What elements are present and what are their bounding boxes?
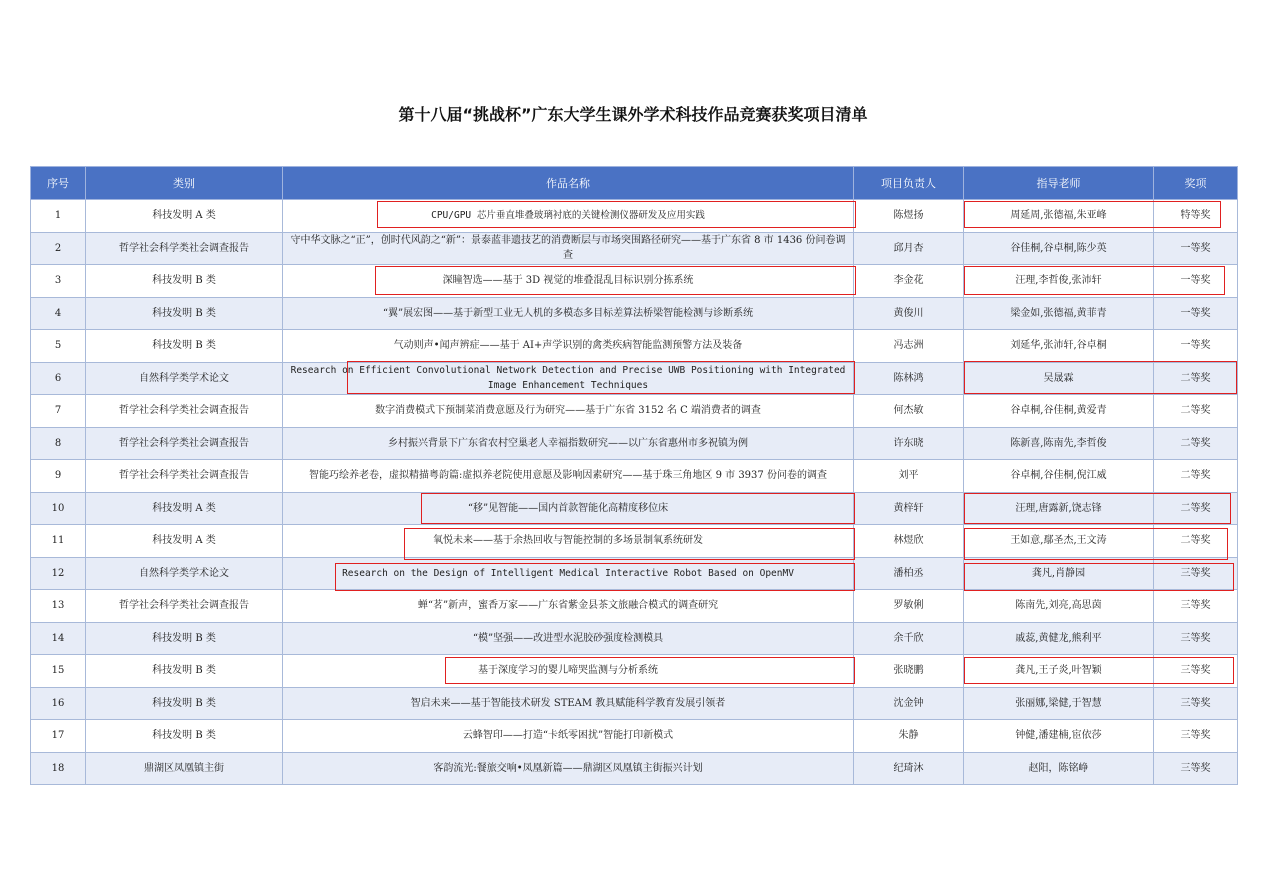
table-row [31, 297, 1238, 330]
table-row [31, 232, 1238, 265]
cell-project-lead: 潘柏丞 [854, 557, 964, 590]
cell-award: 三等奖 [1154, 590, 1238, 623]
cell-advisors: 王如意,鄢圣杰,王文涛 [964, 525, 1154, 558]
cell-work-name: 智启未来——基于智能技术研发 STEAM 教具赋能科学教育发展引领者 [283, 687, 854, 720]
cell-award: 二等奖 [1154, 492, 1238, 525]
cell-category: 科技发明 B 类 [86, 330, 283, 363]
cell-advisors: 周延周,张德福,朱亚峰 [964, 200, 1154, 233]
cell-work-name: 基于深度学习的婴儿啼哭监测与分析系统 [283, 655, 854, 688]
header-no: 序号 [31, 167, 86, 200]
cell-category: 科技发明 A 类 [86, 525, 283, 558]
cell-category: 科技发明 B 类 [86, 655, 283, 688]
cell-project-lead: 余千欣 [854, 622, 964, 655]
cell-award: 二等奖 [1154, 362, 1238, 395]
table-row [31, 362, 1238, 395]
cell-no: 10 [31, 492, 86, 525]
cell-work-name: 深瞳智选——基于 3D 视觉的堆叠混乱目标识别分拣系统 [283, 265, 854, 298]
cell-award: 二等奖 [1154, 427, 1238, 460]
cell-advisors: 谷卓桐,谷佳桐,黄爱青 [964, 395, 1154, 428]
cell-project-lead: 沈金钟 [854, 687, 964, 720]
header-advisors: 指导老师 [964, 167, 1154, 200]
cell-advisors: 梁金如,张德福,黄菲青 [964, 297, 1154, 330]
cell-no: 17 [31, 720, 86, 753]
table-row [31, 395, 1238, 428]
header-project-lead: 项目负责人 [854, 167, 964, 200]
cell-advisors: 谷佳桐,谷卓桐,陈少英 [964, 232, 1154, 265]
table-row [31, 720, 1238, 753]
table-row [31, 460, 1238, 493]
cell-category: 自然科学类学术论文 [86, 557, 283, 590]
cell-award: 三等奖 [1154, 720, 1238, 753]
table-row [31, 330, 1238, 363]
cell-no: 9 [31, 460, 86, 493]
cell-work-name: 蝉“茗”新声，蜜香万家——广东省紫金县茶文旅融合模式的调查研究 [283, 590, 854, 623]
cell-work-name: “模”坚强——改进型水泥胶砂强度检测模具 [283, 622, 854, 655]
cell-work-name: 气动则声•闻声辨症——基于 AI+声学识别的禽类疾病智能监测预警方法及装备 [283, 330, 854, 363]
cell-category: 科技发明 B 类 [86, 622, 283, 655]
cell-award: 一等奖 [1154, 232, 1238, 265]
cell-no: 2 [31, 232, 86, 265]
cell-work-name: Research on the Design of Intelligent Medical Interactive Robot Based on OpenMV [283, 557, 854, 590]
table-row [31, 525, 1238, 558]
cell-project-lead: 邱月杏 [854, 232, 964, 265]
cell-category: 哲学社会科学类社会调查报告 [86, 590, 283, 623]
cell-project-lead: 朱静 [854, 720, 964, 753]
header-work-name: 作品名称 [283, 167, 854, 200]
cell-category: 鼎湖区凤凰镇主街 [86, 752, 283, 785]
cell-no: 4 [31, 297, 86, 330]
cell-project-lead: 张晓鹏 [854, 655, 964, 688]
cell-advisors: 赵阳，陈铭峥 [964, 752, 1154, 785]
cell-no: 8 [31, 427, 86, 460]
cell-award: 一等奖 [1154, 330, 1238, 363]
cell-work-name: “翼”展宏图——基于新型工业无人机的多模态多目标差算法桥梁智能检测与诊断系统 [283, 297, 854, 330]
table-row [31, 687, 1238, 720]
table-row [31, 265, 1238, 298]
table-header-row [31, 167, 1238, 200]
cell-award: 二等奖 [1154, 395, 1238, 428]
cell-no: 12 [31, 557, 86, 590]
cell-no: 15 [31, 655, 86, 688]
cell-category: 科技发明 B 类 [86, 687, 283, 720]
cell-work-name: 客韵流光:餐旅交响•凤凰新篇——鼎湖区凤凰镇主街振兴计划 [283, 752, 854, 785]
cell-no: 18 [31, 752, 86, 785]
cell-category: 哲学社会科学类社会调查报告 [86, 460, 283, 493]
cell-advisors: 刘延华,张沛轩,谷卓桐 [964, 330, 1154, 363]
table-row [31, 752, 1238, 785]
cell-project-lead: 李金花 [854, 265, 964, 298]
cell-award: 三等奖 [1154, 655, 1238, 688]
cell-work-name: CPU/GPU 芯片垂直堆叠玻璃衬底的关键检测仪器研发及应用实践 [283, 200, 854, 233]
cell-advisors: 陈南先,刘亮,高思茵 [964, 590, 1154, 623]
cell-advisors: 戚蕊,黄健龙,熊利平 [964, 622, 1154, 655]
cell-award: 三等奖 [1154, 752, 1238, 785]
table-row [31, 557, 1238, 590]
cell-category: 哲学社会科学类社会调查报告 [86, 427, 283, 460]
cell-work-name: “移”见智能——国内首款智能化高精度移位床 [283, 492, 854, 525]
cell-award: 特等奖 [1154, 200, 1238, 233]
header-award: 奖项 [1154, 167, 1238, 200]
cell-category: 科技发明 A 类 [86, 200, 283, 233]
cell-no: 7 [31, 395, 86, 428]
cell-advisors: 陈新喜,陈南先,李哲俊 [964, 427, 1154, 460]
cell-project-lead: 陈林鸿 [854, 362, 964, 395]
cell-project-lead: 冯志洲 [854, 330, 964, 363]
cell-category: 自然科学类学术论文 [86, 362, 283, 395]
cell-project-lead: 黄梓轩 [854, 492, 964, 525]
cell-project-lead: 黄俊川 [854, 297, 964, 330]
cell-award: 二等奖 [1154, 460, 1238, 493]
cell-work-name: 数字消费模式下预制菜消费意愿及行为研究——基于广东省 3152 名 C 端消费者的调查 [283, 395, 854, 428]
cell-work-name: 氧悦未来——基于余热回收与智能控制的多场景制氧系统研发 [283, 525, 854, 558]
cell-category: 哲学社会科学类社会调查报告 [86, 232, 283, 265]
cell-no: 14 [31, 622, 86, 655]
cell-no: 6 [31, 362, 86, 395]
table-row [31, 200, 1238, 233]
cell-no: 3 [31, 265, 86, 298]
awards-table [30, 166, 1238, 785]
cell-award: 二等奖 [1154, 525, 1238, 558]
table-row [31, 590, 1238, 623]
cell-advisors: 张丽娜,梁健,于智慧 [964, 687, 1154, 720]
table-row [31, 622, 1238, 655]
header-category: 类别 [86, 167, 283, 200]
cell-no: 5 [31, 330, 86, 363]
cell-no: 16 [31, 687, 86, 720]
cell-project-lead: 刘平 [854, 460, 964, 493]
cell-award: 三等奖 [1154, 557, 1238, 590]
cell-project-lead: 林煜欣 [854, 525, 964, 558]
cell-category: 哲学社会科学类社会调查报告 [86, 395, 283, 428]
cell-work-name: 乡村振兴背景下广东省农村空巢老人幸福指数研究——以广东省惠州市多祝镇为例 [283, 427, 854, 460]
cell-advisors: 谷卓桐,谷佳桐,倪江威 [964, 460, 1154, 493]
cell-work-name: 智能巧绘养老卷，虚拟精描粤韵篇:虚拟养老院使用意愿及影响因素研究——基于珠三角地区 9 市 3937 份问卷的调查 [283, 460, 854, 493]
cell-project-lead: 陈煜扬 [854, 200, 964, 233]
page-title: 第十八届“挑战杯”广东大学生课外学术科技作品竞赛获奖项目清单 [398, 105, 868, 124]
cell-work-name: 云蜂智印——打造“卡纸零困扰”智能打印新模式 [283, 720, 854, 753]
cell-category: 科技发明 A 类 [86, 492, 283, 525]
cell-no: 13 [31, 590, 86, 623]
cell-category: 科技发明 B 类 [86, 265, 283, 298]
cell-no: 1 [31, 200, 86, 233]
cell-work-name: Research on Efficient Convolutional Network Detection and Precise UWB Positioning with Integrated Image Enhancement Techniques [283, 362, 854, 395]
table-row [31, 492, 1238, 525]
cell-project-lead: 许东晓 [854, 427, 964, 460]
cell-award: 三等奖 [1154, 622, 1238, 655]
cell-project-lead: 何杰敏 [854, 395, 964, 428]
cell-advisors: 钟健,潘建楠,宦依莎 [964, 720, 1154, 753]
cell-category: 科技发明 B 类 [86, 720, 283, 753]
cell-award: 一等奖 [1154, 265, 1238, 298]
table-row [31, 427, 1238, 460]
cell-advisors: 龚凡,肖静园 [964, 557, 1154, 590]
cell-project-lead: 纪琦沐 [854, 752, 964, 785]
table-row [31, 655, 1238, 688]
cell-advisors: 龚凡,王子炎,叶智颖 [964, 655, 1154, 688]
cell-category: 科技发明 B 类 [86, 297, 283, 330]
cell-advisors: 吴晟霖 [964, 362, 1154, 395]
cell-award: 三等奖 [1154, 687, 1238, 720]
cell-work-name: 守中华文脉之“正”，创时代风韵之“新”：景泰蓝非遗技艺的消费断层与市场突围路径研究——基于广东省 8 市 1436 份问卷调查 [283, 232, 854, 265]
cell-advisors: 汪理,唐露新,饶志锋 [964, 492, 1154, 525]
cell-no: 11 [31, 525, 86, 558]
cell-award: 一等奖 [1154, 297, 1238, 330]
cell-project-lead: 罗敏俐 [854, 590, 964, 623]
cell-advisors: 汪理,李哲俊,张沛轩 [964, 265, 1154, 298]
